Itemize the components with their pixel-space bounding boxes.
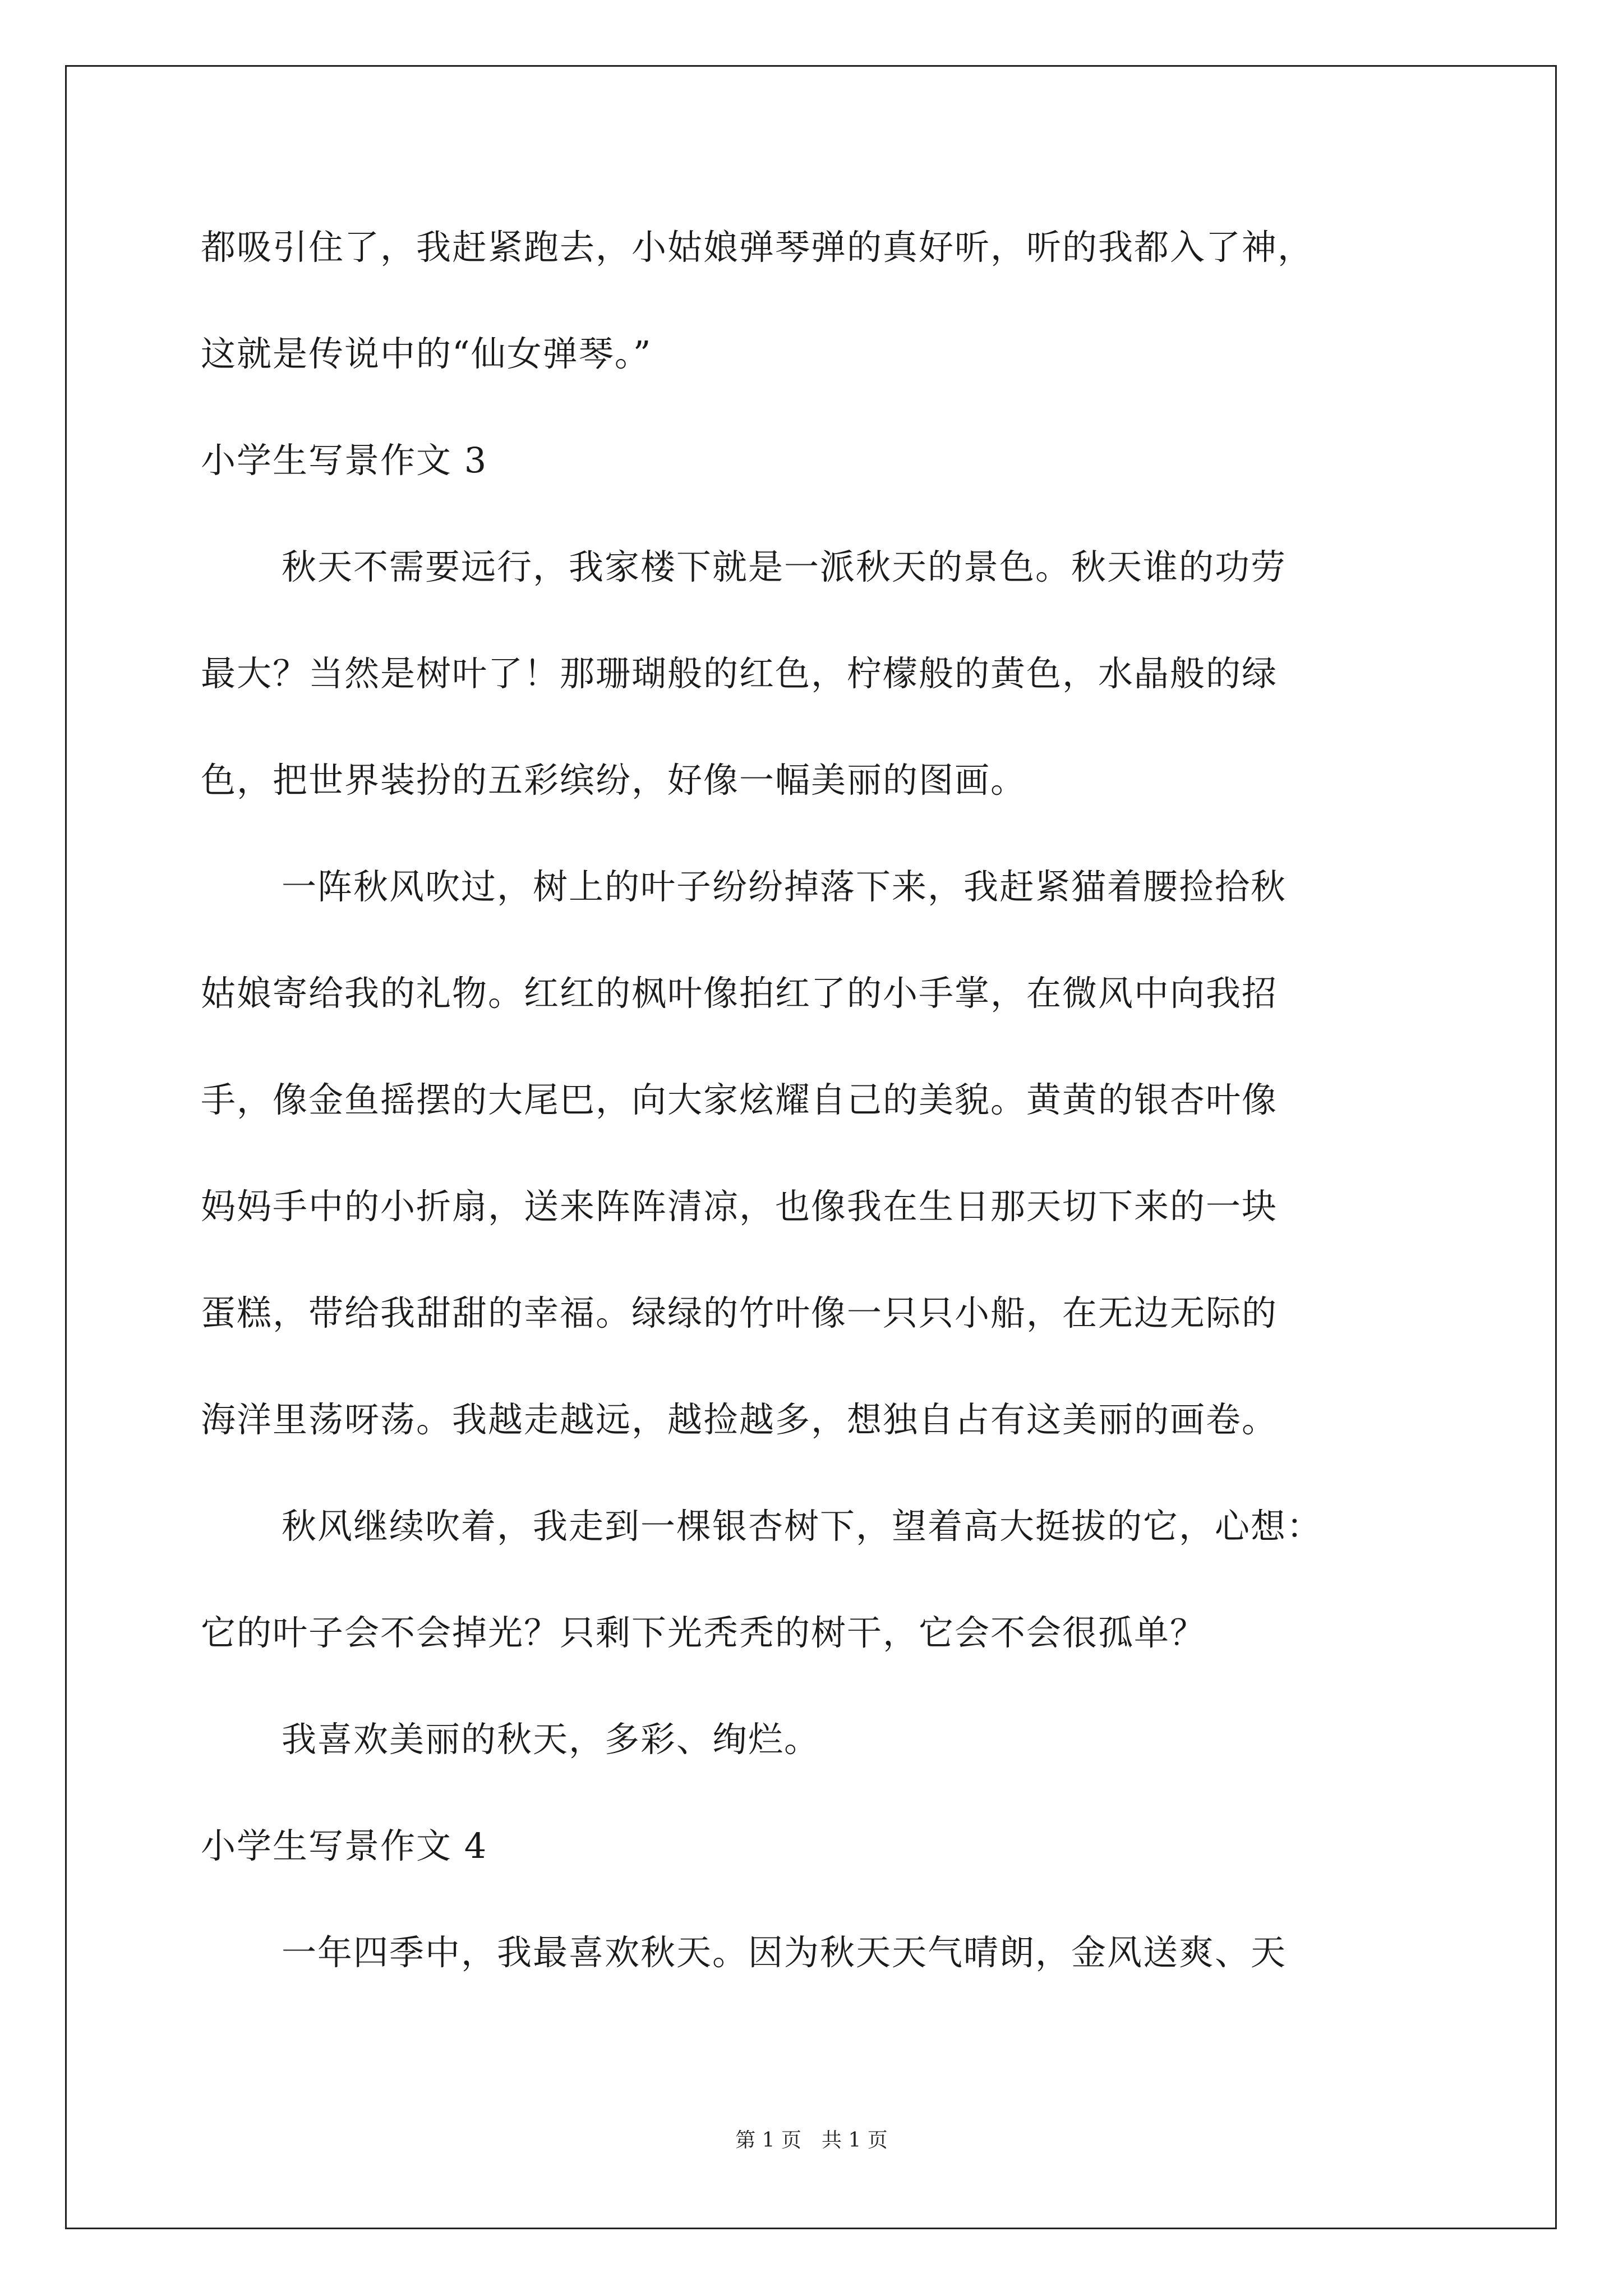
paragraph-line: 都吸引住了，我赶紧跑去，小姑娘弹琴弹的真好听，听的我都入了神， [201, 227, 1314, 268]
paragraph-line: 最大？当然是树叶了！那珊瑚般的红色，柠檬般的黄色，水晶般的绿 [201, 653, 1278, 694]
paragraph-line: 妈妈手中的小折扇，送来阵阵清凉，也像我在生日那天切下来的一块 [201, 1186, 1278, 1227]
section-heading: 小学生写景作文 4 [201, 1825, 488, 1866]
page-number: 第 1 页 共 1 页 [735, 2129, 888, 2152]
paragraph-line: 它的叶子会不会掉光？只剩下光秃秃的树干，它会不会很孤单？ [201, 1612, 1206, 1653]
paragraph-line: 手，像金鱼摇摆的大尾巴，向大家炫耀自己的美貌。黄黄的银杏叶像 [201, 1079, 1278, 1120]
paragraph-line: 我喜欢美丽的秋天，多彩、绚烂。 [282, 1719, 820, 1760]
page-border [65, 65, 1557, 2229]
paragraph-line: 这就是传说中的“仙女弹琴。” [201, 333, 652, 374]
paragraph-line: 一年四季中，我最喜欢秋天。因为秋天天气晴朗，金风送爽、天 [282, 1932, 1287, 1973]
section-heading: 小学生写景作文 3 [201, 440, 488, 481]
paragraph-line: 秋风继续吹着，我走到一棵银杏树下，望着高大挺拔的它，心想： [282, 1506, 1323, 1547]
paragraph-line: 海洋里荡呀荡。我越走越远，越捡越多，想独自占有这美丽的画卷。 [201, 1399, 1278, 1440]
paragraph-line: 姑娘寄给我的礼物。红红的枫叶像拍红了的小手掌，在微风中向我招 [201, 973, 1278, 1014]
paragraph-line: 蛋糕，带给我甜甜的幸福。绿绿的竹叶像一只只小船，在无边无际的 [201, 1292, 1278, 1333]
paragraph-line: 色，把世界装扮的五彩缤纷，好像一幅美丽的图画。 [201, 760, 1027, 800]
paragraph-line: 一阵秋风吹过，树上的叶子纷纷掉落下来，我赶紧猫着腰捡拾秋 [282, 866, 1287, 907]
paragraph-line: 秋天不需要远行，我家楼下就是一派秋天的景色。秋天谁的功劳 [282, 546, 1287, 587]
